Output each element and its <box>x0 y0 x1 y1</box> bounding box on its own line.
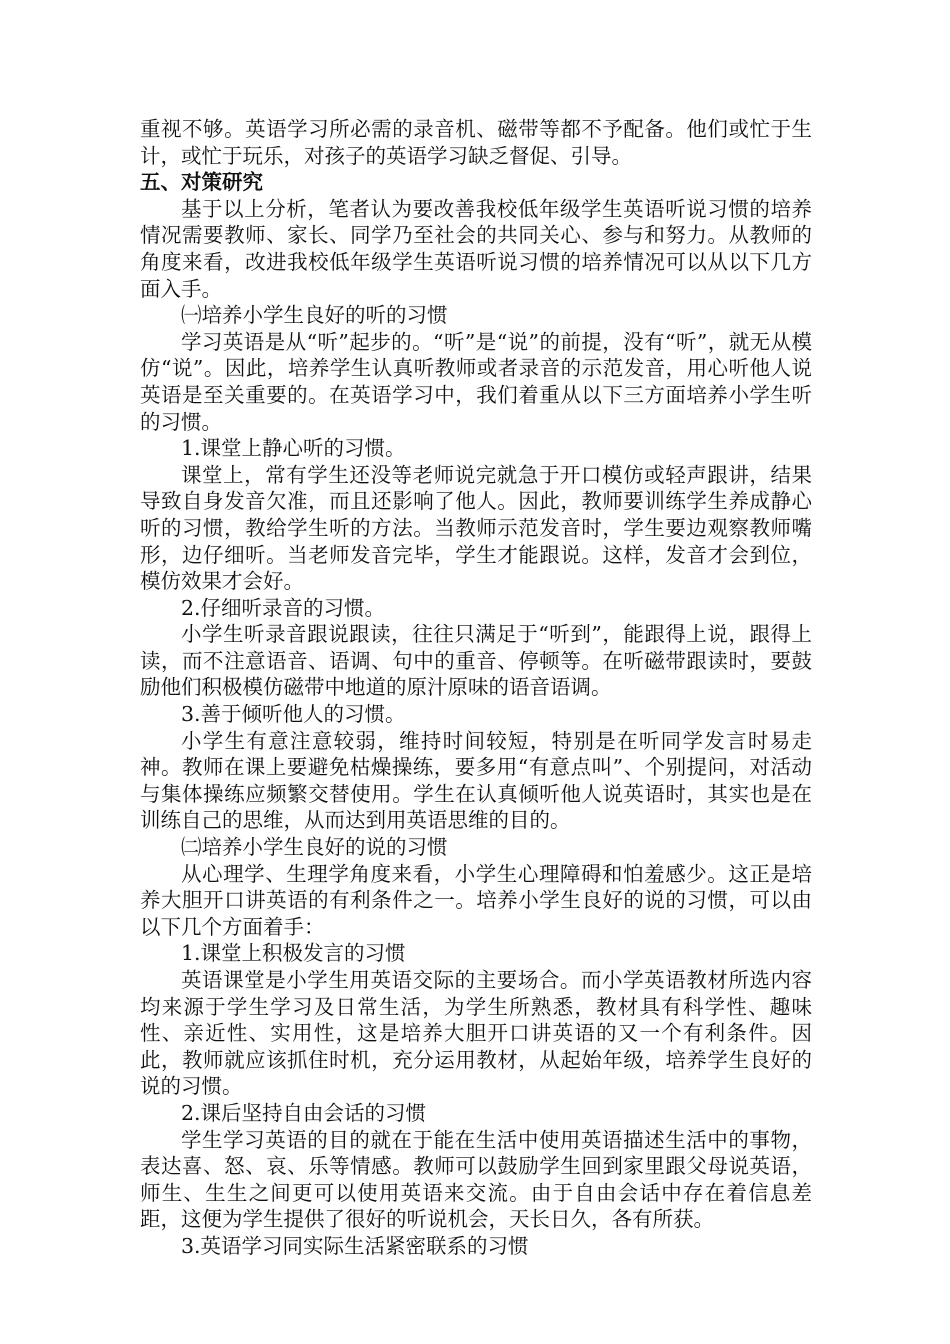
part1-item3-paragraph: 小学生有意注意较弱，维持时间较短，特别是在听同学发言时易走神。教师在课上要避免枯燥操练，要多用“有意点叫”、个别提问，对活动与集体操练应频繁交替使用。学生在认真倾听他人说英语时，其实也是在训练自己的思维，从而达到用英语思维的目的。 <box>140 728 812 833</box>
part2-item2-title: 2.课后坚持自由会话的习惯 <box>181 1100 427 1125</box>
part1-item2-paragraph: 小学生听录音跟说跟读，往往只满足于“听到”，能跟得上说，跟得上读，而不注意语音、语调、句中的重音、停顿等。在听磁带跟读时，要鼓励他们积极模仿磁带中地道的原汁原味的语音语调。 <box>140 622 812 700</box>
section-heading: 五、对策研究 <box>140 170 263 195</box>
part1-item1-title: 1.课堂上静心听的习惯。 <box>181 436 406 461</box>
part1-item1-paragraph: 课堂上，常有学生还没等老师说完就急于开口模仿或轻声跟讲，结果导致自身发音欠准，而且还影响了他人。因此，教师要训练学生养成静心听的习惯，教给学生听的方法。当教师示范发音时，学生要边观察教师嘴形，边仔细听。当老师发音完毕，学生才能跟说。这样，发音才会到位，模仿效果才会好。 <box>140 462 812 594</box>
part1-item2-title: 2.仔细听录音的习惯。 <box>181 595 386 620</box>
part2-item3-title: 3.英语学习同实际生活紧密联系的习惯 <box>181 1233 529 1258</box>
part2-item2-paragraph: 学生学习英语的目的就在于能在生活中使用英语描述生活中的事物，表达喜、怒、哀、乐等情感。教师可以鼓励学生回到家里跟父母说英语，师生、生生之间更可以使用英语来交流。由于自由会话中存在着信息差距，这便为学生提供了很好的听说机会，天长日久，各有所获。 <box>140 1127 812 1232</box>
part1-intro-paragraph: 学习英语是从“听”起步的。“听”是“说”的前提，没有“听”，就无从模仿“说”。因此，培养学生认真听教师或者录音的示范发音，用心听他人说英语是至关重要的。在英语学习中，我们着重从以下三方面培养小学生听的习惯。 <box>140 329 812 434</box>
section-intro-paragraph: 基于以上分析，笔者认为要改善我校低年级学生英语听说习惯的培养情况需要教师、家长、同学乃至社会的共同关心、参与和努力。从教师的角度来看，改进我校低年级学生英语听说习惯的培养情况可以从以下几方面入手。 <box>140 196 812 301</box>
part2-item1-title: 1.课堂上积极发言的习惯 <box>181 941 406 966</box>
intro-paragraph: 重视不够。英语学习所必需的录音机、磁带等都不予配备。他们或忙于生计，或忙于玩乐，对孩子的英语学习缺乏督促、引导。 <box>140 117 812 168</box>
part2-intro-paragraph: 从心理学、生理学角度来看，小学生心理障碍和怕羞感少。这正是培养大胆开口讲英语的有利条件之一。培养小学生良好的说的习惯，可以由以下几个方面着手： <box>140 861 812 939</box>
part1-title: ㈠培养小学生良好的听的习惯 <box>181 303 448 328</box>
part1-item3-title: 3.善于倾听他人的习惯。 <box>181 702 406 727</box>
part2-item1-paragraph: 英语课堂是小学生用英语交际的主要场合。而小学英语教材所选内容均来源于学生学习及日常生活，为学生所熟悉，教材具有科学性、趣味性、亲近性、实用性，这是培养大胆开口讲英语的又一个有利条件。因此，教师就应该抓住时机，充分运用教材，从起始年级，培养学生良好的说的习惯。 <box>140 968 812 1099</box>
part2-title: ㈡培养小学生良好的说的习惯 <box>181 835 448 860</box>
document-page <box>140 116 812 1260</box>
